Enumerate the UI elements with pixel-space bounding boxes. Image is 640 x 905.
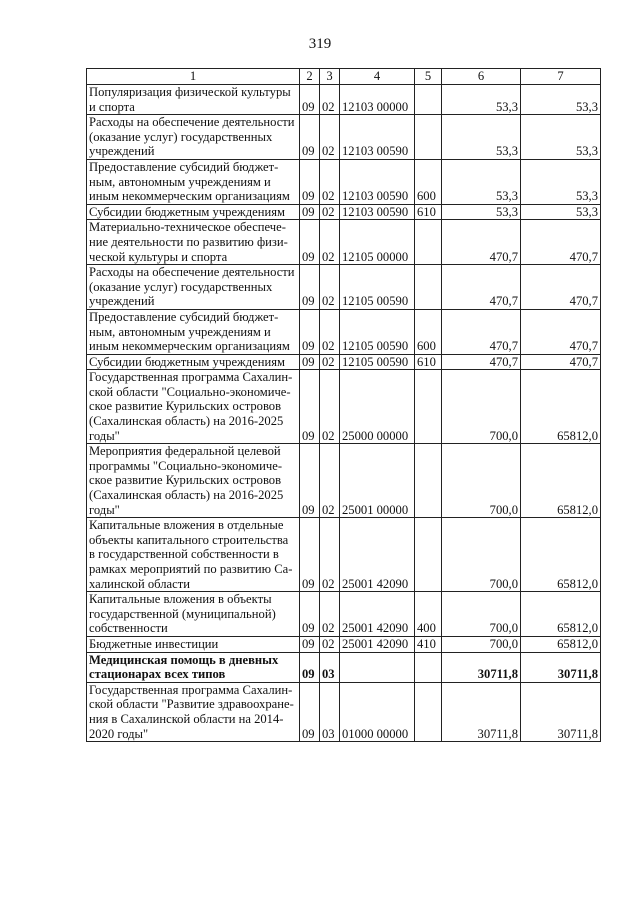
item-name-line: 2020 годы": [89, 726, 149, 741]
amount-col7: 65812,0: [521, 444, 601, 518]
item-name: [87, 85, 300, 115]
amount-col7: 53,3: [521, 115, 601, 160]
item-name-line: Расходы на обеспечение деятельности: [89, 115, 295, 130]
item-name-line: в государственной собственности в: [89, 547, 279, 562]
header-cell-2: 2: [300, 69, 320, 85]
section-code: 09: [300, 354, 320, 370]
item-name-line: ской области "Социально-экономиче-: [89, 384, 291, 399]
item-name-line: (оказание услуг) государственных: [89, 129, 273, 144]
table-row: [87, 354, 601, 370]
table-row: [87, 220, 601, 265]
item-name: [87, 652, 300, 682]
section-code: 09: [300, 309, 320, 354]
item-name-line: годы": [89, 502, 120, 517]
amount-col6: 700,0: [442, 636, 521, 652]
section-code: 09: [300, 518, 320, 592]
item-name: [87, 592, 300, 637]
amount-col6: 700,0: [442, 370, 521, 444]
target-article-code: 12105 00000: [340, 220, 415, 265]
target-article-code: 25000 00000: [340, 370, 415, 444]
item-name-line: ние деятельности по развитию физи-: [89, 234, 288, 249]
item-name-line: Предоставление субсидий бюджет-: [89, 159, 279, 174]
section-code: 09: [300, 592, 320, 637]
item-name-line: Медицинская помощь в дневных: [89, 652, 279, 667]
item-name-line: Материально-техническое обеспече-: [89, 220, 286, 235]
expense-type-code: 600: [415, 159, 442, 204]
item-name: [87, 115, 300, 160]
item-name-line: халинской области: [89, 576, 190, 591]
amount-col7: 65812,0: [521, 518, 601, 592]
header-cell-4: 4: [340, 69, 415, 85]
amount-col6: 700,0: [442, 444, 521, 518]
item-name-line: Государственная программа Сахалин-: [89, 370, 293, 385]
expense-type-code: 600: [415, 309, 442, 354]
amount-col7: 470,7: [521, 220, 601, 265]
amount-col7: 30711,8: [521, 682, 601, 741]
table-row: [87, 592, 601, 637]
item-name-line: и спорта: [89, 99, 135, 114]
subsection-code: 02: [320, 309, 340, 354]
target-article-code: 12103 00590: [340, 159, 415, 204]
item-name-line: Субсидии бюджетным учреждениям: [89, 354, 285, 369]
subsection-code: 02: [320, 592, 340, 637]
target-article-code: 25001 00000: [340, 444, 415, 518]
subsection-code: 03: [320, 682, 340, 741]
subsection-code: 02: [320, 636, 340, 652]
expense-type-code: 410: [415, 636, 442, 652]
subsection-code: 02: [320, 220, 340, 265]
expense-type-code: [415, 370, 442, 444]
item-name: [87, 204, 300, 220]
section-code: 09: [300, 370, 320, 444]
target-article-code: 12105 00590: [340, 309, 415, 354]
table-header-row: [87, 69, 601, 85]
table-row: [87, 682, 601, 741]
section-code: 09: [300, 115, 320, 160]
amount-col6: 470,7: [442, 265, 521, 310]
item-name-line: ния в Сахалинской области на 2014-: [89, 711, 284, 726]
header-cell-7: 7: [521, 69, 601, 85]
amount-col7: 53,3: [521, 85, 601, 115]
amount-col7: 53,3: [521, 204, 601, 220]
table-row: [87, 265, 601, 310]
amount-col6: 30711,8: [442, 682, 521, 741]
item-name-line: ным, автономным учреждениям и: [89, 324, 271, 339]
subsection-code: 02: [320, 518, 340, 592]
target-article-code: 12103 00590: [340, 115, 415, 160]
item-name-line: Расходы на обеспечение деятельности: [89, 265, 295, 280]
item-name-line: иным некоммерческим организациям: [89, 189, 290, 204]
section-code: 09: [300, 682, 320, 741]
expense-type-code: [415, 652, 442, 682]
section-code: 09: [300, 159, 320, 204]
header-cell-5: 5: [415, 69, 442, 85]
item-name: [87, 444, 300, 518]
amount-col7: 30711,8: [521, 652, 601, 682]
amount-col7: 65812,0: [521, 636, 601, 652]
item-name: [87, 636, 300, 652]
target-article-code: 12103 00590: [340, 204, 415, 220]
target-article-code: 12105 00590: [340, 354, 415, 370]
item-name: [87, 354, 300, 370]
item-name: [87, 370, 300, 444]
subsection-code: 02: [320, 85, 340, 115]
item-name-line: стационарах всех типов: [89, 667, 226, 682]
item-name: [87, 518, 300, 592]
item-name-line: Капитальные вложения в отдельные: [89, 518, 284, 533]
table-row: [87, 309, 601, 354]
item-name: [87, 309, 300, 354]
item-name-line: ным, автономным учреждениям и: [89, 174, 271, 189]
subsection-code: 02: [320, 159, 340, 204]
subsection-code: 02: [320, 265, 340, 310]
subsection-code: 02: [320, 354, 340, 370]
table-row: [87, 652, 601, 682]
item-name: [87, 682, 300, 741]
item-name-line: Субсидии бюджетным учреждениям: [89, 204, 285, 219]
expense-type-code: [415, 85, 442, 115]
amount-col7: 470,7: [521, 309, 601, 354]
item-name-line: (Сахалинская область) на 2016-2025: [89, 414, 284, 429]
item-name-line: объекты капитального строительства: [89, 532, 289, 547]
amount-col6: 30711,8: [442, 652, 521, 682]
expense-type-code: [415, 682, 442, 741]
section-code: 09: [300, 652, 320, 682]
section-code: 09: [300, 204, 320, 220]
amount-col6: 700,0: [442, 518, 521, 592]
expense-type-code: 610: [415, 354, 442, 370]
item-name-line: ской области "Развитие здравоохране-: [89, 697, 294, 712]
item-name-line: собственности: [89, 621, 168, 636]
section-code: 09: [300, 265, 320, 310]
subsection-code: 02: [320, 444, 340, 518]
item-name-line: ское развитие Курильских островов: [89, 399, 282, 414]
item-name: [87, 159, 300, 204]
table-row: [87, 204, 601, 220]
subsection-code: 02: [320, 115, 340, 160]
expense-type-code: [415, 265, 442, 310]
expense-type-code: 400: [415, 592, 442, 637]
item-name-line: Популяризация физической культуры: [89, 85, 291, 99]
item-name-line: годы": [89, 428, 120, 443]
target-article-code: [340, 652, 415, 682]
expense-type-code: [415, 518, 442, 592]
expense-type-code: [415, 115, 442, 160]
target-article-code: 25001 42090: [340, 636, 415, 652]
item-name-line: Капитальные вложения в объекты: [89, 592, 272, 607]
amount-col6: 470,7: [442, 309, 521, 354]
item-name-line: программы "Социально-экономиче-: [89, 458, 283, 473]
item-name-line: Мероприятия федеральной целевой: [89, 444, 281, 459]
table-row: [87, 636, 601, 652]
target-article-code: 12103 00000: [340, 85, 415, 115]
item-name-line: государственной (муниципальной): [89, 606, 276, 621]
table-row: [87, 370, 601, 444]
header-cell-3: 3: [320, 69, 340, 85]
item-name-line: ское развитие Курильских островов: [89, 473, 282, 488]
header-cell-1: 1: [87, 69, 300, 85]
expense-type-code: [415, 220, 442, 265]
amount-col6: 53,3: [442, 115, 521, 160]
section-code: 09: [300, 444, 320, 518]
section-code: 09: [300, 85, 320, 115]
amount-col7: 65812,0: [521, 370, 601, 444]
item-name-line: ческой культуры и спорта: [89, 249, 228, 264]
amount-col6: 470,7: [442, 354, 521, 370]
item-name-line: иным некоммерческим организациям: [89, 339, 290, 354]
table-row: [87, 85, 601, 115]
page-number: 319: [308, 36, 332, 52]
item-name-line: (оказание услуг) государственных: [89, 279, 273, 294]
item-name-line: учреждений: [89, 294, 155, 309]
table-row: [87, 159, 601, 204]
item-name-line: (Сахалинская область) на 2016-2025: [89, 488, 284, 503]
amount-col6: 53,3: [442, 204, 521, 220]
expense-type-code: 610: [415, 204, 442, 220]
amount-col7: 470,7: [521, 354, 601, 370]
amount-col6: 53,3: [442, 159, 521, 204]
target-article-code: 01000 00000: [340, 682, 415, 741]
table-row: [87, 518, 601, 592]
item-name: [87, 265, 300, 310]
target-article-code: 25001 42090: [340, 592, 415, 637]
header-cell-6: 6: [442, 69, 521, 85]
subsection-code: 03: [320, 652, 340, 682]
amount-col6: 53,3: [442, 85, 521, 115]
table-row: [87, 115, 601, 160]
item-name-line: учреждений: [89, 144, 155, 159]
expense-type-code: [415, 444, 442, 518]
amount-col6: 470,7: [442, 220, 521, 265]
section-code: 09: [300, 220, 320, 265]
item-name-line: рамках мероприятий по развитию Са-: [89, 562, 293, 576]
target-article-code: 12105 00590: [340, 265, 415, 310]
item-name-line: Предоставление субсидий бюджет-: [89, 309, 279, 324]
subsection-code: 02: [320, 204, 340, 220]
subsection-code: 02: [320, 370, 340, 444]
amount-col7: 470,7: [521, 265, 601, 310]
table-row: [87, 444, 601, 518]
item-name: [87, 220, 300, 265]
target-article-code: 25001 42090: [340, 518, 415, 592]
item-name-line: Бюджетные инвестиции: [89, 636, 219, 651]
amount-col7: 53,3: [521, 159, 601, 204]
amount-col6: 700,0: [442, 592, 521, 637]
budget-table: [86, 68, 601, 742]
amount-col7: 65812,0: [521, 592, 601, 637]
item-name-line: Государственная программа Сахалин-: [89, 682, 293, 697]
section-code: 09: [300, 636, 320, 652]
